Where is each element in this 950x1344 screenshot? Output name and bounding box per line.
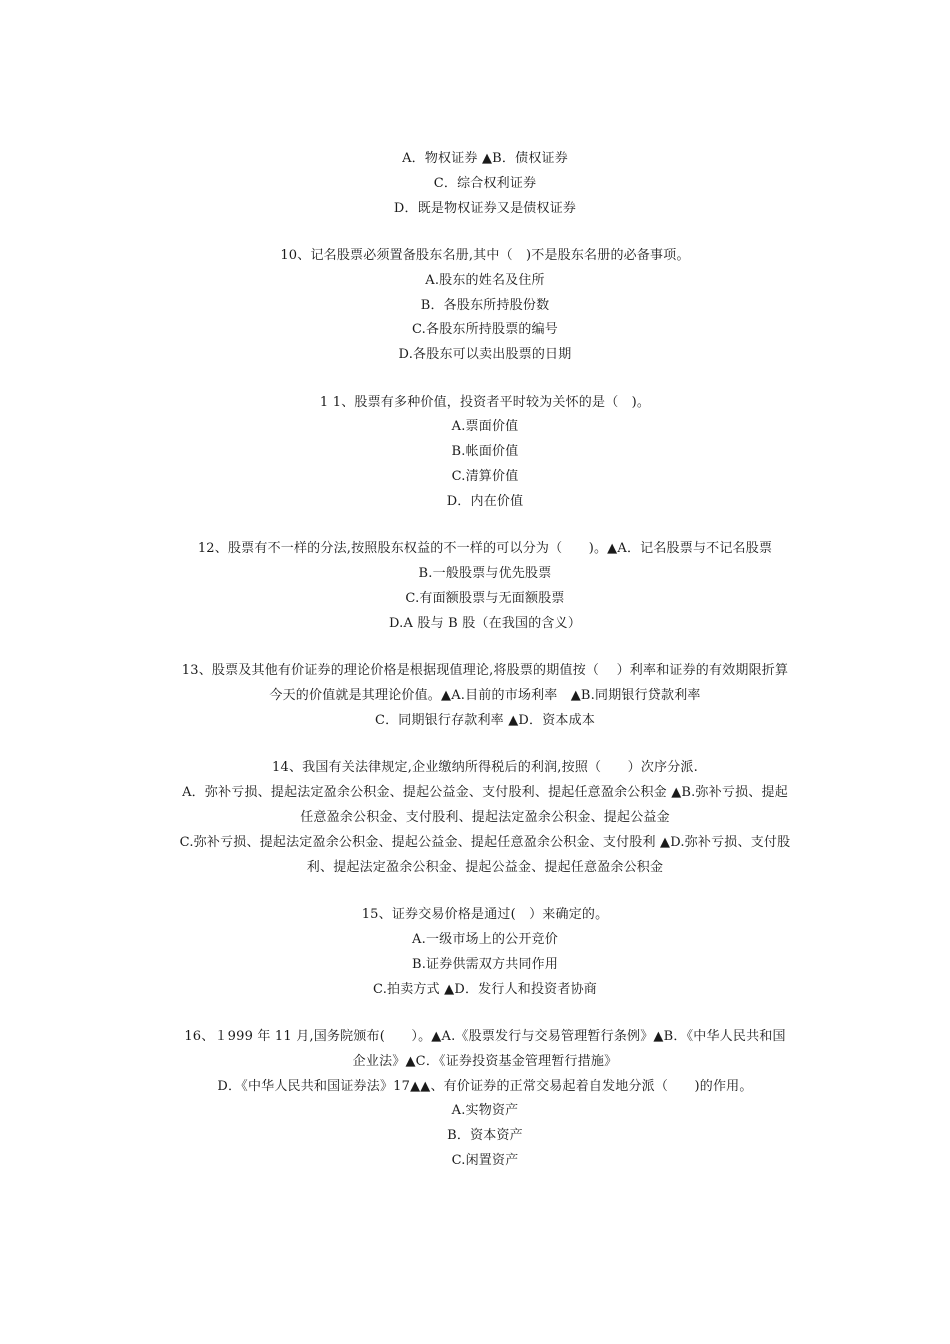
- option-line: C．同期银行存款利率 ▲D．资本成本: [374, 713, 596, 728]
- question-13: 13、股票及其他有价证券的理论价格是根据现值理论,将股票的期值按（ ）利率和证券的有效期限折算: [181, 663, 789, 678]
- option-line: A．物权证券 ▲B．债权证券: [402, 151, 568, 166]
- question-12: 12、股票有不一样的分法,按照股东权益的不一样的可以分为（ )。▲A．记名股票与不记名股票: [197, 541, 773, 556]
- option-line: A.票面价值: [451, 419, 519, 434]
- option-line: 任意盈余公积金、支付股利、提起法定盈余公积金、提起公益金: [300, 810, 670, 825]
- option-line: A.一级市场上的公开竞价: [412, 932, 558, 947]
- option-line: C.清算价值: [451, 469, 519, 484]
- option-line: B．各股东所持股份数: [420, 298, 550, 313]
- option-line: C.有面额股票与无面额股票: [405, 591, 565, 606]
- option-line: 利、提起法定盈余公积金、提起公益金、提起任意盈余公积金: [306, 860, 664, 875]
- question-13-continued: 今天的价值就是其理论价值。▲A.目前的市场利率 ▲B.同期银行贷款利率: [269, 688, 701, 703]
- question-14: 14、我国有关法律规定,企业缴纳所得税后的利润,按照（ ）次序分派.: [272, 760, 698, 775]
- option-line: C.闲置资产: [451, 1153, 519, 1168]
- option-line: D．既是物权证券又是债权证券: [393, 201, 577, 216]
- option-line: D．内在价值: [446, 494, 524, 509]
- option-line: A.股东的姓名及住所: [425, 273, 545, 288]
- question-16-continued: 企业法》▲C．《证券投资基金管理暂行措施》: [352, 1054, 618, 1069]
- option-line: D.各股东可以卖出股票的日期: [398, 347, 572, 362]
- option-line: B.帐面价值: [451, 444, 519, 459]
- question-11: 1 1、股票有多种价值，投资者平时较为关怀的是（ )。: [319, 395, 651, 410]
- option-line: C.弥补亏损、提起法定盈余公积金、提起公益金、提起任意盈余公积金、支付股利 ▲D.弥补亏损、支付股: [179, 835, 791, 850]
- question-16: 16、１999 年 11 月,国务院颁布( ）。▲A.《股票发行与交易管理暂行条例》▲B．《中华人民共和国: [184, 1029, 786, 1044]
- option-line: C.拍卖方式 ▲D．发行人和投资者协商: [373, 982, 597, 997]
- option-line: C．综合权利证券: [433, 176, 537, 191]
- option-line: B．资本资产: [447, 1128, 523, 1143]
- question-17: D．《中华人民共和国证券法》17▲▲、有价证券的正常交易起着自发地分派（ )的作用。: [217, 1079, 753, 1094]
- option-line: B.一般股票与优先股票: [418, 566, 552, 581]
- question-15: 15、证券交易价格是通过( ）来确定的。: [361, 907, 609, 922]
- option-line: A.实物资产: [451, 1103, 519, 1118]
- option-line: D.A 股与 B 股（在我国的含义）: [388, 616, 582, 631]
- option-line: C.各股东所持股票的编号: [411, 322, 559, 337]
- option-line: B.证券供需双方共同作用: [411, 957, 559, 972]
- question-10: 10、记名股票必须置备股东名册,其中（ )不是股东名册的必备事项。: [280, 248, 690, 263]
- option-line: A．弥补亏损、提起法定盈余公积金、提起公益金、支付股利、提起任意盈余公积金 ▲B.弥补亏损、提起: [182, 785, 788, 800]
